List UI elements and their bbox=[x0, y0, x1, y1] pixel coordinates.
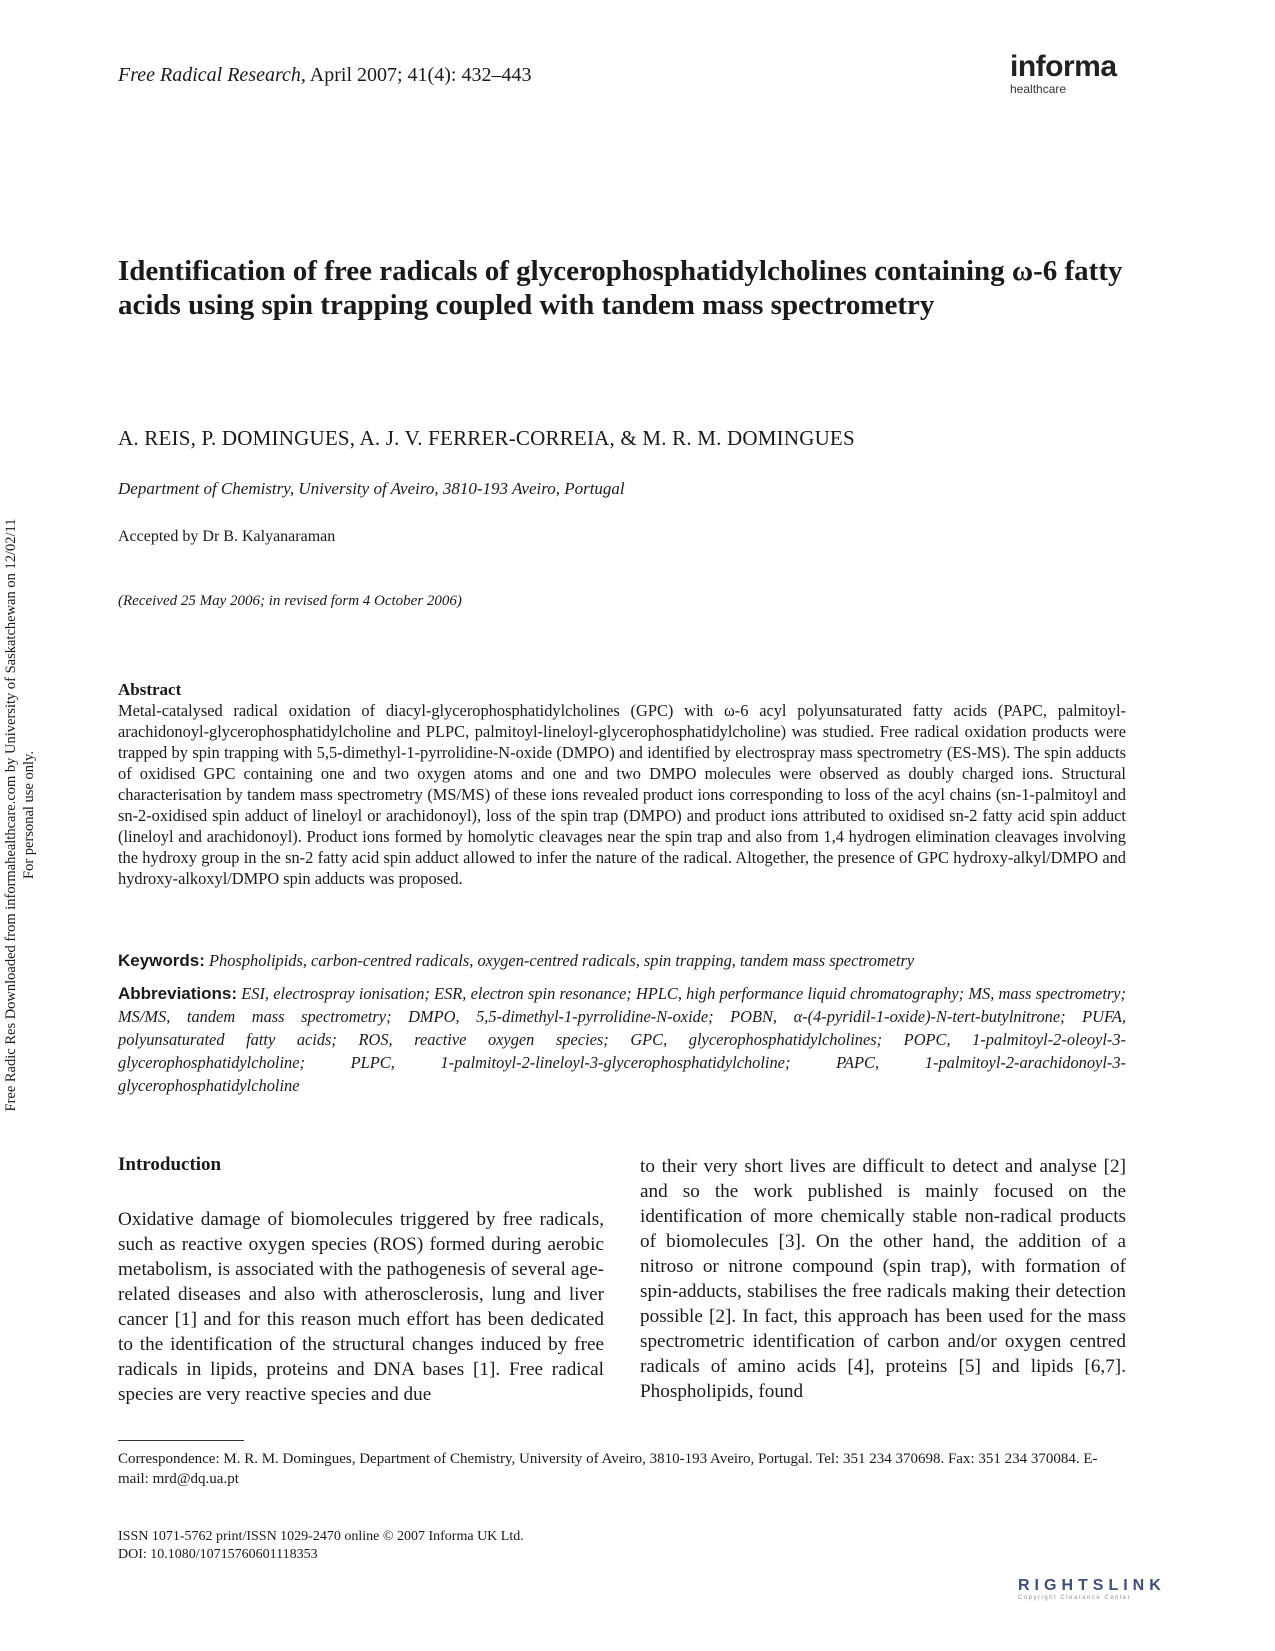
footnote-divider bbox=[118, 1440, 244, 1441]
received-dates: (Received 25 May 2006; in revised form 4 October 2006) bbox=[118, 593, 462, 609]
rightslink-sub: Copyright Clearance Center bbox=[1018, 1595, 1132, 1601]
correspondence-footnote: Correspondence: M. R. M. Domingues, Department of Chemistry, University of Aveiro, 3810-193 Aveiro, Portugal. Tel: 351 234 370698. Fax: 351 234 370084. E-mail: mrd@dq.ua.pt bbox=[118, 1451, 1098, 1487]
personal-use-line: For personal use only. bbox=[21, 751, 37, 879]
journal-name: Free Radical Research bbox=[118, 64, 301, 86]
logo-main-text: informa bbox=[1010, 50, 1117, 83]
abbreviations-label: Abbreviations: bbox=[118, 984, 238, 1003]
rightslink-logo bbox=[1018, 1578, 1166, 1602]
keywords-text: Phospholipids, carbon-centred radicals, oxygen-centred radicals, spin trapping, tandem mass spectrometry bbox=[209, 951, 915, 970]
journal-citation bbox=[118, 64, 531, 87]
download-watermark bbox=[2, 465, 38, 1165]
doi-line: DOI: 10.1080/10715760601118353 bbox=[118, 1547, 318, 1562]
download-line: Free Radic Res Downloaded from informahealthcare.com by University of Saskatchewan on 12/02/11 bbox=[3, 518, 19, 1112]
abstract-heading: Abstract bbox=[118, 680, 182, 699]
keywords bbox=[118, 950, 1126, 972]
issn-line: ISSN 1071-5762 print/ISSN 1029-2470 online © 2007 Informa UK Ltd. bbox=[118, 1529, 524, 1544]
article-title: Identification of free radicals of glycerophosphatidylcholines containing ω-6 fatty acids using spin trapping coupled with tandem mass spectrometry bbox=[118, 255, 1123, 321]
publication-info bbox=[118, 1528, 524, 1564]
publisher-logo bbox=[1010, 52, 1117, 96]
abbreviations bbox=[118, 982, 1126, 1097]
authors: A. REIS, P. DOMINGUES, A. J. V. FERRER-CORREIA, & M. R. M. DOMINGUES bbox=[118, 426, 855, 450]
accepted-by: Accepted by Dr B. Kalyanaraman bbox=[118, 528, 336, 545]
journal-details: , April 2007; 41(4): 432–443 bbox=[300, 64, 532, 86]
introduction-heading: Introduction bbox=[118, 1154, 222, 1175]
introduction-right-column: to their very short lives are difficult to detect and analyse [2] and so the work published is mainly focused on the identification of more chemically stable non-radical products of biomolecules [3]. On the other hand, the addition of a nitroso or nitrone compound (spin trap), with formation of spin-adducts, stabilises the free radicals making their detection possible [2]. In fact, this approach has been used for the mass spectrometric identification of carbon and/or oxygen centred radicals of amino acids [4], proteins [5] and lipids [6,7]. Phospholipids, found bbox=[640, 1156, 1126, 1402]
keywords-label: Keywords: bbox=[118, 951, 205, 970]
rightslink-main: RIGHTSLINK bbox=[1018, 1577, 1166, 1594]
abbreviations-text: ESI, electrospray ionisation; ESR, electron spin resonance; HPLC, high performance liquid chromatography; MS, mass spectrometry; MS/MS, tandem mass spectrometry; DMPO, 5,5-dimethyl-1-pyrrolidine-N-oxide; POBN, α-(4-pyridil-1-oxide)-N-tert-butylnitrone; PUFA, polyunsaturated fatty acids; ROS, reactive oxygen species; GPC, glycerophosphatidylcholines; POPC, 1-palmitoyl-2-oleoyl-3-glycerophosphatidylcholine; PLPC, 1-palmitoyl-2-lineloyl-3-glycerophosphatidylcholine; PAPC, 1-palmitoyl-2-arachidonoyl-3-glycerophosphatidylcholine bbox=[118, 984, 1126, 1095]
abstract-text: Metal-catalysed radical oxidation of diacyl-glycerophosphatidylcholines (GPC) with ω-6 acyl polyunsaturated fatty acids (PAPC, palmitoyl-arachidonoyl-glycerophosphatidylcholine and PLPC, palmitoyl-lineloyl-glycerophosphatidylcholine) was studied. Free radical oxidation products were trapped by spin trapping with 5,5-dimethyl-1-pyrrolidine-N-oxide (DMPO) and identified by electrospray mass spectrometry (ES-MS). The spin adducts of oxidised GPC containing one and two oxygen atoms and one and two DMPO molecules were observed as doubly charged ions. Structural characterisation by tandem mass spectrometry (MS/MS) of these ions revealed product ions corresponding to loss of the acyl chains (sn-1-palmitoyl and sn-2-oxidised spin adduct of lineloyl or arachidonoyl), loss of the spin trap (DMPO) and product ions attributed to oxidised sn-2 fatty acid spin adduct (lineloyl and arachidonoyl). Product ions formed by homolytic cleavages near the spin trap and also from 1,4 hydrogen elimination cleavages involving the hydroxy group in the sn-2 fatty acid spin adduct allowed to infer the nature of the radical. Altogether, the presence of GPC hydroxy-alkyl/DMPO and hydroxy-alkoxyl/DMPO spin adducts was proposed. bbox=[118, 701, 1126, 888]
introduction-left-column: Oxidative damage of biomolecules triggered by free radicals, such as reactive oxygen species (ROS) formed during aerobic metabolism, is associated with the pathogenesis of several age-related diseases and also with atherosclerosis, lung and liver cancer [1] and for this reason much effort has been dedicated to the identification of the structural changes induced by free radicals in lipids, proteins and DNA bases [1]. Free radical species are very reactive species and due bbox=[118, 1209, 604, 1405]
logo-sub-text: healthcare bbox=[1010, 82, 1067, 96]
affiliation: Department of Chemistry, University of Aveiro, 3810-193 Aveiro, Portugal bbox=[118, 479, 625, 498]
